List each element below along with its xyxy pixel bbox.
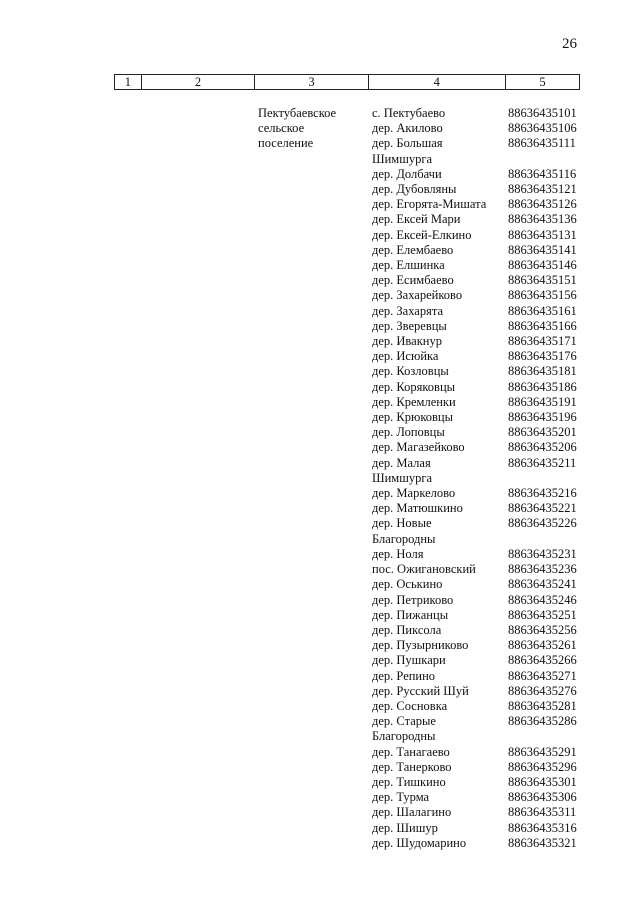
locality-name (372, 425, 508, 440)
oktmo-code: 88636435121 (508, 182, 577, 197)
oktmo-code: 88636435311 (508, 805, 577, 820)
oktmo-code: 88636435181 (508, 364, 577, 379)
locality-name (372, 486, 508, 501)
locality-name-line: дер. Пузырниково (372, 638, 469, 653)
locality-name (372, 699, 508, 714)
oktmo-code: 88636435226 (508, 516, 577, 531)
locality-name (372, 304, 508, 319)
table-row (372, 106, 592, 121)
locality-name (372, 243, 508, 258)
oktmo-code: 88636435161 (508, 303, 577, 318)
table-row (372, 593, 592, 608)
oktmo-code: 88636435106 (508, 121, 577, 136)
table-row (372, 167, 592, 182)
locality-name-line: дер. Старые (372, 714, 436, 729)
table-row (372, 623, 592, 638)
oktmo-code: 88636435266 (508, 653, 577, 668)
locality-name-line: дер. Елшинка (372, 258, 445, 273)
locality-name-line: с. Пектубаево (372, 106, 446, 120)
locality-name-line: дер. Захарята (372, 303, 444, 318)
locality-name (372, 167, 508, 182)
oktmo-code: 88636435246 (508, 592, 577, 607)
table-row (372, 745, 592, 760)
oktmo-code: 88636435146 (508, 258, 577, 273)
locality-name-line: дер. Акилово (372, 121, 443, 136)
locality-name-line: дер. Дубовляны (372, 182, 457, 197)
locality-name-line: дер. Елембаево (372, 242, 454, 257)
locality-name-line: дер. Долбачи (372, 166, 442, 181)
table-row (372, 395, 592, 410)
settlement-name-line: сельское (258, 121, 305, 136)
locality-name-line: дер. Магазейково (372, 440, 465, 455)
column-header-3: 3 (255, 75, 369, 90)
table-row (372, 456, 592, 486)
locality-name (372, 288, 508, 303)
locality-name-line: дер. Есимбаево (372, 273, 454, 288)
locality-name-line: пос. Ожигановский (372, 562, 476, 577)
locality-name-line: дер. Исюйка (372, 349, 439, 364)
table-row (372, 380, 592, 395)
oktmo-code: 88636435111 (508, 136, 576, 151)
locality-name (372, 228, 508, 243)
settlement-name-line: Пектубаевское (258, 106, 337, 120)
table-row (372, 182, 592, 197)
table-row (372, 136, 592, 166)
column-header-1: 1 (115, 75, 142, 90)
table-row (372, 486, 592, 501)
table-row (372, 805, 592, 820)
locality-name (372, 714, 508, 744)
settlement-name (258, 106, 368, 152)
locality-name-line: дер. Кремленки (372, 394, 456, 409)
table-row (372, 653, 592, 668)
oktmo-code: 88636435206 (508, 440, 577, 455)
table-row (372, 608, 592, 623)
locality-name (372, 197, 508, 212)
column-header-2: 2 (141, 75, 255, 90)
locality-name-line: дер. Танерково (372, 759, 452, 774)
locality-name-line: дер. Шишур (372, 820, 438, 835)
locality-name-line: дер. Маркелово (372, 486, 456, 501)
settlement-name-line: поселение (258, 136, 314, 151)
table-row (372, 364, 592, 379)
oktmo-code: 88636435301 (508, 774, 577, 789)
locality-name (372, 334, 508, 349)
oktmo-code: 88636435151 (508, 273, 577, 288)
oktmo-code: 88636435131 (508, 227, 577, 242)
locality-name (372, 638, 508, 653)
locality-name-line: дер. Новые (372, 516, 432, 531)
locality-name (372, 684, 508, 699)
locality-name-line: дер. Коряковцы (372, 379, 456, 394)
locality-name (372, 136, 508, 166)
locality-name (372, 836, 508, 851)
locality-name-line: Шимшурга (372, 151, 433, 166)
table-row (372, 410, 592, 425)
oktmo-code: 88636435256 (508, 622, 577, 637)
page-number: 26 (562, 36, 577, 52)
oktmo-code: 88636435141 (508, 242, 577, 257)
locality-name (372, 760, 508, 775)
locality-name (372, 319, 508, 334)
locality-name (372, 775, 508, 790)
locality-name-line: дер. Ивакнур (372, 334, 442, 349)
table-row (372, 577, 592, 592)
locality-name (372, 790, 508, 805)
table-row (372, 319, 592, 334)
locality-name-line: Благородны (372, 729, 436, 744)
locality-name-line: дер. Петриково (372, 592, 454, 607)
locality-name-line: дер. Ексей Мари (372, 212, 461, 227)
locality-name (372, 121, 508, 136)
oktmo-code: 88636435271 (508, 668, 577, 683)
locality-name-line: дер. Пиксола (372, 622, 442, 637)
locality-name (372, 516, 508, 546)
locality-name-line: Шимшурга (372, 470, 433, 485)
locality-name (372, 349, 508, 364)
locality-name-line: дер. Егорята-Мишата (372, 197, 487, 212)
locality-name-line: дер. Ноля (372, 546, 424, 561)
oktmo-code: 88636435276 (508, 683, 577, 698)
oktmo-code: 88636435261 (508, 638, 577, 653)
table-row (372, 212, 592, 227)
locality-name (372, 182, 508, 197)
locality-name (372, 106, 508, 121)
table-row (372, 228, 592, 243)
table-row (372, 669, 592, 684)
locality-name-line: дер. Крюковцы (372, 410, 454, 425)
locality-name (372, 562, 508, 577)
locality-name-line: дер. Большая (372, 136, 443, 151)
oktmo-code: 88636435196 (508, 410, 577, 425)
locality-name-line: дер. Сосновка (372, 698, 448, 713)
table-row (372, 790, 592, 805)
table-row (372, 516, 592, 546)
locality-name (372, 364, 508, 379)
locality-name-line: дер. Русский Шуй (372, 683, 469, 698)
table-row (372, 501, 592, 516)
table-row (372, 760, 592, 775)
locality-name (372, 547, 508, 562)
oktmo-code: 88636435186 (508, 379, 577, 394)
locality-name-line: дер. Зверевцы (372, 318, 447, 333)
locality-name (372, 805, 508, 820)
locality-name-line: дер. Танагаево (372, 744, 450, 759)
locality-name (372, 577, 508, 592)
oktmo-code: 88636435101 (508, 106, 577, 120)
oktmo-code: 88636435291 (508, 744, 577, 759)
locality-name-line: дер. Козловцы (372, 364, 449, 379)
oktmo-code: 88636435176 (508, 349, 577, 364)
locality-name-line: дер. Шудомарино (372, 835, 467, 850)
table-row (372, 821, 592, 836)
table-row (372, 699, 592, 714)
oktmo-code: 88636435126 (508, 197, 577, 212)
oktmo-code: 88636435316 (508, 820, 577, 835)
oktmo-code: 88636435321 (508, 835, 577, 850)
locality-name (372, 456, 508, 486)
oktmo-code: 88636435136 (508, 212, 577, 227)
locality-name-line: дер. Захарейково (372, 288, 463, 303)
table-row (372, 775, 592, 790)
locality-name-line: дер. Лоповцы (372, 425, 445, 440)
locality-name (372, 608, 508, 623)
column-header-4: 4 (368, 75, 505, 90)
locality-name-line: дер. Турма (372, 790, 430, 805)
table-row (372, 258, 592, 273)
locality-name (372, 440, 508, 455)
oktmo-code: 88636435221 (508, 501, 577, 516)
table-row (372, 836, 592, 851)
table-row (372, 547, 592, 562)
locality-name (372, 669, 508, 684)
oktmo-code: 88636435281 (508, 698, 577, 713)
locality-name (372, 653, 508, 668)
table-row (372, 273, 592, 288)
locality-name (372, 623, 508, 638)
locality-name (372, 258, 508, 273)
table-row (372, 121, 592, 136)
locality-name-line: дер. Пижанцы (372, 607, 449, 622)
locality-name-line: дер. Ексей-Елкино (372, 227, 472, 242)
locality-name-line: дер. Малая (372, 455, 431, 470)
locality-name (372, 395, 508, 410)
oktmo-code: 88636435211 (508, 455, 577, 470)
oktmo-code: 88636435166 (508, 318, 577, 333)
table-row (372, 334, 592, 349)
oktmo-code: 88636435231 (508, 546, 577, 561)
locality-name-line: дер. Репино (372, 668, 436, 683)
oktmo-code: 88636435201 (508, 425, 577, 440)
locality-name (372, 380, 508, 395)
locality-name-line: дер. Матюшкино (372, 501, 463, 516)
locality-name-line: дер. Пушкари (372, 653, 446, 668)
oktmo-code: 88636435191 (508, 394, 577, 409)
table-row (372, 714, 592, 744)
oktmo-code: 88636435171 (508, 334, 577, 349)
column-header-table (114, 74, 580, 90)
table-row (372, 243, 592, 258)
oktmo-code: 88636435116 (508, 166, 577, 181)
locality-name-line: дер. Шалагино (372, 805, 452, 820)
locality-name (372, 273, 508, 288)
table-row (372, 197, 592, 212)
locality-name (372, 821, 508, 836)
locality-name-line: дер. Тишкино (372, 774, 446, 789)
table-row (372, 304, 592, 319)
table-row (372, 684, 592, 699)
oktmo-code: 88636435286 (508, 714, 577, 729)
oktmo-code: 88636435241 (508, 577, 577, 592)
oktmo-code: 88636435236 (508, 562, 577, 577)
table-row (372, 562, 592, 577)
table-row (372, 349, 592, 364)
table-row (372, 288, 592, 303)
locality-name (372, 501, 508, 516)
locality-name (372, 745, 508, 760)
locality-name (372, 593, 508, 608)
oktmo-code: 88636435216 (508, 486, 577, 501)
table-row (372, 425, 592, 440)
locality-name (372, 410, 508, 425)
oktmo-code: 88636435156 (508, 288, 577, 303)
oktmo-code: 88636435251 (508, 607, 577, 622)
locality-name-line: Благородны (372, 531, 436, 546)
table-row (372, 638, 592, 653)
column-header-5: 5 (505, 75, 579, 90)
oktmo-code: 88636435296 (508, 759, 577, 774)
locality-name (372, 212, 508, 227)
oktmo-code: 88636435306 (508, 790, 577, 805)
table-row (372, 440, 592, 455)
column-header-row (115, 75, 580, 90)
locality-list (372, 106, 592, 851)
locality-name-line: дер. Оськино (372, 577, 443, 592)
